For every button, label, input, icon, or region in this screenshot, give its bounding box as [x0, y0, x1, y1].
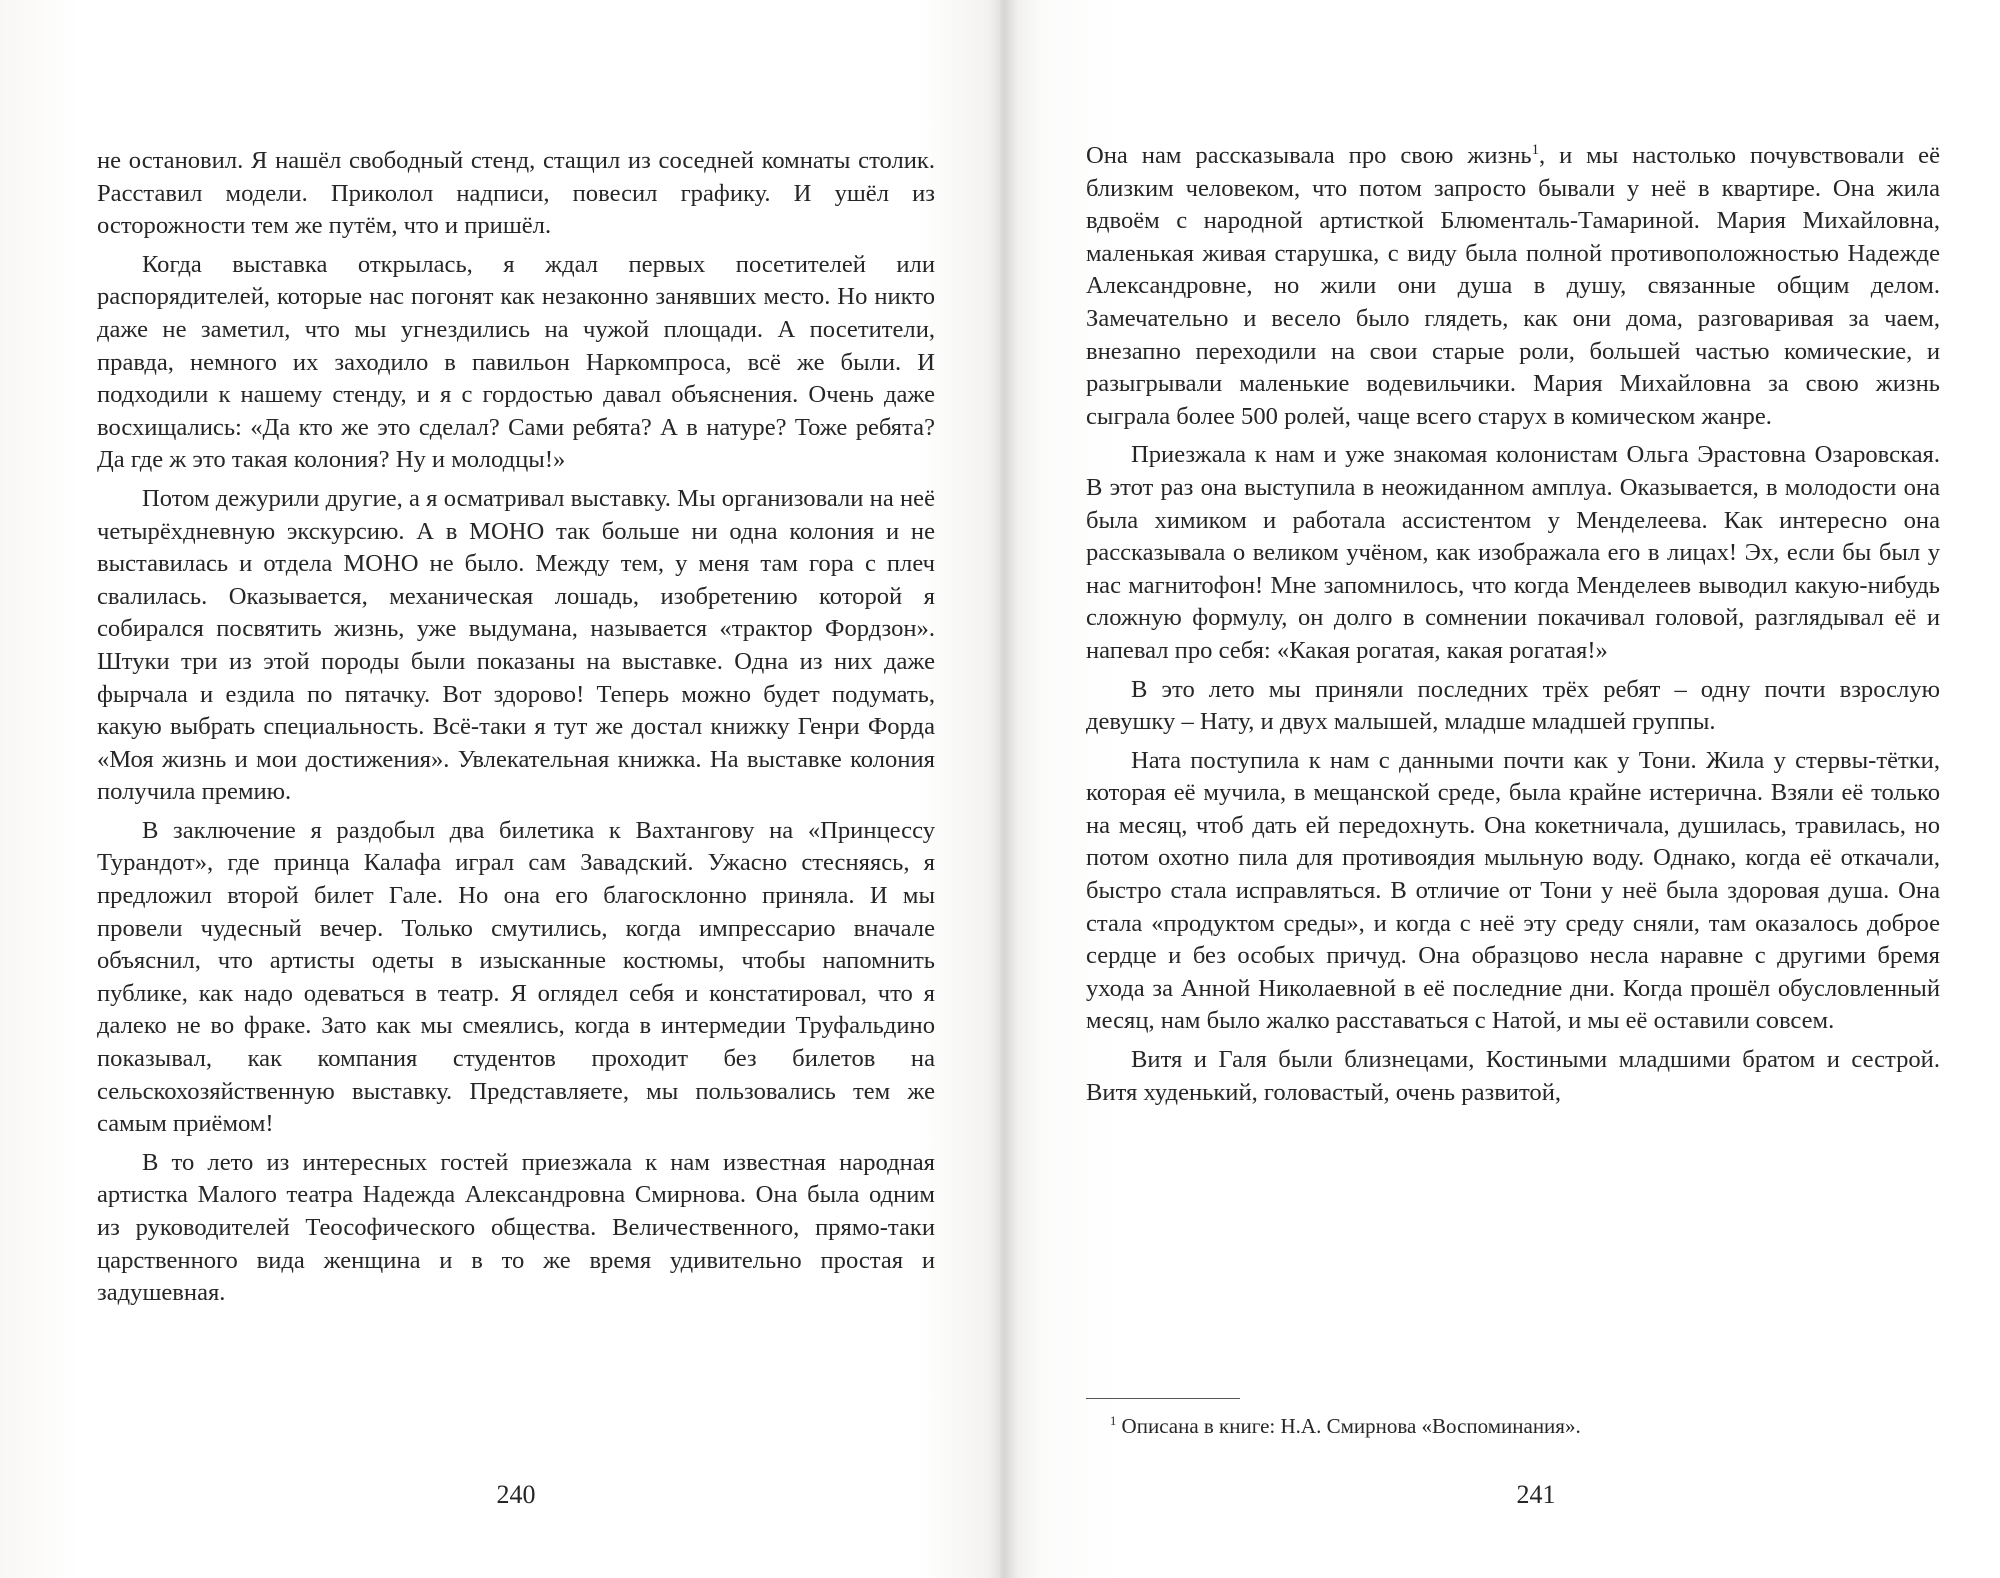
footnote-reference: 1: [1531, 141, 1539, 158]
right-text-column: [1086, 140, 1940, 1109]
right-paragraph-3: В это лето мы приняли последних трёх ребят – одну почти взрослую девушку – Нату, и двух малышей, младше младшей группы.: [1086, 675, 1940, 736]
right-page-number: 241: [1516, 1480, 1556, 1509]
left-paragraph-4: В заключение я раздобыл два билетика к Вахтангову на «Принцессу Турандот», где принца Калафа играл сам Завадский. Ужасно стесняясь, я предложил второй билет Гале. Но она его благосклонно приняла. И мы провели чудесный вечер. Только смутились, когда импрессарио вначале объяснил, что артисты одеты в изысканные костюмы, чтобы напомнить публике, как надо одеваться в театр. Я оглядел себя и констатировал, что я далеко не во фраке. Зато как мы смеялись, когда в интермедии Труфальдино показывал, как компания студентов проходит без билетов на сельскохозяйственную выставку. Представляете, мы пользовались тем же самым приёмом!: [97, 816, 935, 1138]
left-paragraph-3: Потом дежурили другие, а я осматривал выставку. Мы организовали на неё четырёхдневную экскурсию. А в МОНО так больше ни одна колония и не выставилась и отдела МОНО не было. Между тем, у меня там гора с плеч свалилась. Оказывается, механическая лошадь, изобретению которой я собирался посвятить жизнь, уже выдумана, называется «трактор Фордзон». Штуки три из этой породы были показаны на выставке. Одна из них даже фырчала и ездила по пятачку. Вот здорово! Теперь можно будет подумать, какую выбрать специальность. Всё-таки я тут же достал книжку Генри Форда «Моя жизнь и мои достижения». Увлекательная книжка. На выставке колония получила премию.: [97, 484, 935, 806]
left-text-column: [97, 145, 935, 1310]
book-gutter-shadow: [988, 0, 1018, 1578]
left-paragraph-2: Когда выставка открылась, я ждал первых посетителей или распорядителей, которые нас погонят как незаконно занявших место. Но никто даже не заметил, что мы угнездились на чужой площади. А посетители, правда, немного их заходило в павильон Наркомпроса, всё же были. И подходили к нашему стенду, и я с гордостью давал объяснения. Очень даже восхищались: «Да кто же это сделал? Сами ребята? А в натуре? Тоже ребята? Да где ж это такая колония? Ну и молодцы!»: [97, 250, 935, 474]
left-paragraph-1: не остановил. Я нашёл свободный стенд, стащил из соседней комнаты столик. Расставил модели. Приколол надписи, повесил графику. И ушёл из осторожности тем же путём, что и пришёл.: [97, 147, 935, 240]
right-page: [1000, 0, 2000, 1578]
footnote-separator: [1086, 1398, 1240, 1399]
right-paragraph-1-start: Она нам рассказывала про свою жизнь: [1086, 142, 1532, 169]
left-page-number: 240: [496, 1480, 536, 1509]
right-paragraph-2: Приезжала к нам и уже знакомая колонистам Ольга Эрастовна Озаровская. В этот раз она выступила в неожиданном амплуа. Оказывается, в молодости она была химиком и работала ассистентом у Менделеева. Как интересно она рассказывала о великом учёном, как изображала его в лицах! Эх, если бы был у нас магнитофон! Мне запомнилось, что когда Менделеев выводил какую-нибудь сложную формулу, он долго в сомнении покачивал головой, разглядывал её и напевал про себя: «Какая рогатая, какая рогатая!»: [1086, 441, 1940, 664]
footnote-mark: 1: [1110, 1414, 1117, 1428]
right-paragraph-5: Витя и Галя были близнецами, Костиными младшими братом и сестрой. Витя худенький, головастый, очень развитой,: [1086, 1046, 1940, 1106]
left-paragraph-5: В то лето из интересных гостей приезжала к нам известная народная артистка Малого театра Надежда Александровна Смирнова. Она была одним из руководителей Теософического общества. Величественного, прямо-таки царственного вида женщина и в то же время удивительно простая и задушевная.: [97, 1148, 935, 1307]
right-paragraph-4: Ната поступила к нам с данными почти как у Тони. Жила у стервы-тётки, которая её мучила, в мещанской среде, была крайне истерична. Взяли её только на месяц, чтоб дать ей передохнуть. Она кокетничала, душилась, травилась, но потом охотно пила для противоядия мыльную воду. Однако, когда её откачали, быстро стала исправляться. В отличие от Тони у неё была здоровая душа. Она стала «продуктом среды», и когда с неё эту среду сняли, там оказалось доброе сердце и без особых причуд. Она образцово несла наравне с другими бремя ухода за Анной Николаевной в её последние дни. Когда прошёл обусловленный месяц, нам было жалко расставаться с Натой, и мы её оставили совсем.: [1086, 746, 1940, 1035]
footnote: [1110, 1412, 1930, 1440]
right-paragraph-1: [1086, 140, 1940, 433]
right-paragraph-1-rest: , и мы настолько почувствовали её близким человеком, что потом запросто бывали у неё в квартире. Она жила вдвоём с народной артисткой Блюменталь-Тамариной. Мария Михайловна, маленькая живая старушка, с виду была полной противоположностью Надежде Александровне, но жили они душа в душу, связанные общим делом. Замечательно и весело было глядеть, как они дома, разговаривая за чаем, внезапно переходили на свои старые роли, большей частью комические, и разыгрывали маленькие водевильчики. Мария Михайловна за свою жизнь сыграла более 500 ролей, чаще всего старух в комическом жанре.: [1086, 142, 1941, 430]
footnote-text: Описана в книге: Н.А. Смирнова «Воспоминания».: [1116, 1414, 1581, 1438]
